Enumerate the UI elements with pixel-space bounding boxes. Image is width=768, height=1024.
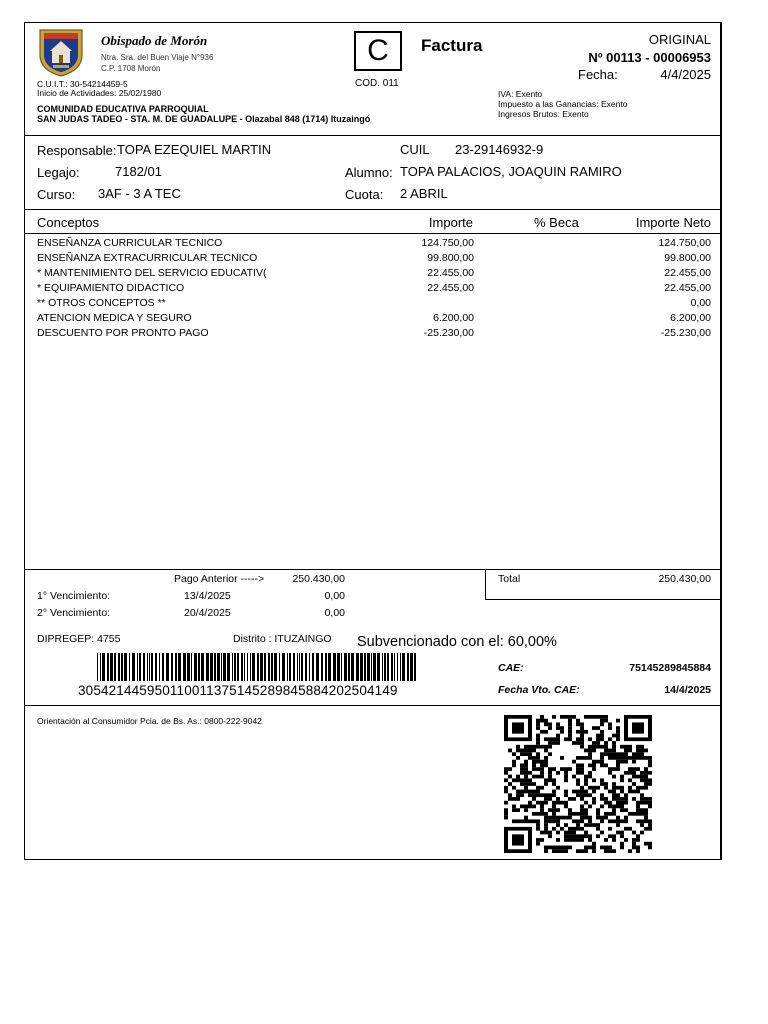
alumno-value: TOPA PALACIOS, JOAQUIN RAMIRO (400, 164, 622, 179)
cae-vto-label: Fecha Vto. CAE: (498, 684, 580, 696)
org-name: Obispado de Morón (101, 33, 208, 48)
legajo-value: 7182/01 (115, 164, 162, 179)
total-box-left (485, 569, 486, 600)
header-divider (24, 135, 722, 136)
row-concepto: ATENCION MEDICA Y SEGURO (37, 312, 192, 324)
footer-divider (24, 705, 722, 706)
ganancias-status: Impuesto a las Ganancias: Exento (498, 99, 628, 109)
alumno-label: Alumno: (345, 165, 393, 180)
total-box-bottom (485, 599, 722, 600)
pago-anterior-value: 250.430,00 (292, 573, 345, 585)
invoice-title: Factura (421, 36, 483, 55)
col-conceptos: Conceptos (37, 215, 100, 230)
responsable-value: TOPA EZEQUIEL MARTIN (117, 142, 272, 157)
barcode-number: 305421445950110011375145289845884202504149 (78, 683, 398, 698)
address-line-1: Ntra. Sra. del Buen Viaje N°936 (101, 53, 214, 62)
fecha-value: 4/4/2025 (660, 67, 711, 82)
row-importe-neto: 6.200,00 (670, 312, 711, 324)
pago-anterior-label: Pago Anterior -----> (174, 573, 265, 585)
row-importe-neto: 22.455,00 (664, 282, 711, 294)
cuota-value: 2 ABRIL (400, 186, 448, 201)
vencimiento-1-date: 13/4/2025 (184, 590, 231, 602)
row-concepto: DESCUENTO POR PRONTO PAGO (37, 327, 209, 339)
school-name: COMUNIDAD EDUCATIVA PARROQUIAL (37, 104, 209, 114)
row-concepto: * EQUIPAMIENTO DIDACTICO (37, 282, 185, 294)
row-importe-neto: 99.800,00 (664, 252, 711, 264)
distrito: Distrito : ITUZAINGO (233, 633, 332, 645)
row-importe: 124.750,00 (421, 237, 474, 249)
cuota-label: Cuota: (345, 187, 384, 202)
consumer-notice: Orientación al Consumidor Pcia. de Bs. As.: 0800-222-9042 (37, 716, 262, 726)
school-address: SAN JUDAS TADEO - STA. M. DE GUADALUPE - Olazabal 848 (1714) Ituzaingó (37, 114, 371, 124)
col-importe-neto: Importe Neto (635, 215, 711, 230)
student-divider (24, 209, 722, 210)
invoice-number: Nº 00113 - 00006953 (588, 50, 711, 65)
row-concepto: ENSEÑANZA CURRICULAR TECNICO (37, 237, 223, 249)
table-bottom-divider (24, 569, 722, 570)
row-importe: -25.230,00 (423, 327, 474, 339)
vencimiento-1-amount: 0,00 (324, 590, 345, 602)
ingresos-brutos-status: Ingresos Brutos: Exento (498, 109, 589, 119)
vencimiento-1-label: 1° Vencimiento: (37, 590, 111, 602)
row-importe: 22.455,00 (427, 267, 474, 279)
vencimiento-2-amount: 0,00 (324, 607, 345, 619)
copy-label: ORIGINAL (648, 32, 711, 47)
cuil-label: CUIL (400, 142, 430, 157)
legajo-label: Legajo: (37, 165, 80, 180)
invoice-code: COD. 011 (355, 78, 399, 89)
barcode (97, 653, 420, 681)
vencimiento-2-date: 20/4/2025 (184, 607, 231, 619)
inicio-actividades: Inicio de Actividades: 25/02/1980 (37, 88, 162, 98)
row-importe-neto: 22.455,00 (664, 267, 711, 279)
row-importe: 99.800,00 (427, 252, 474, 264)
col-importe: Importe (428, 215, 473, 230)
table-header-divider (24, 233, 722, 234)
cae-value: 75145289845884 (629, 662, 711, 674)
col-beca: % Beca (534, 215, 579, 230)
qr-code (504, 715, 652, 853)
curso-value: 3AF - 3 A TEC (98, 186, 181, 201)
row-importe-neto: -25.230,00 (660, 327, 711, 339)
total-label: Total (498, 573, 521, 585)
row-importe-neto: 124.750,00 (658, 237, 711, 249)
cae-label: CAE: (498, 662, 524, 674)
curso-label: Curso: (37, 187, 76, 202)
fecha-label: Fecha: (578, 67, 618, 82)
cuit: C.U.I.T.: 30-54214459-5 (37, 79, 128, 89)
invoice-letter-box: C (354, 31, 402, 71)
subvencion: Subvencionado con el: 60,00% (357, 634, 557, 650)
cae-vto-value: 14/4/2025 (664, 684, 711, 696)
row-importe: 22.455,00 (427, 282, 474, 294)
vencimiento-2-label: 2° Vencimiento: (37, 607, 111, 619)
cuil-value: 23-29146932-9 (455, 142, 544, 157)
row-importe-neto: 0,00 (690, 297, 711, 309)
total-value: 250.430,00 (658, 573, 711, 585)
row-importe: 6.200,00 (433, 312, 474, 324)
row-concepto: * MANTENIMIENTO DEL SERVICIO EDUCATIV( (37, 267, 267, 279)
diocese-logo (36, 27, 86, 77)
address-line-2: C.P. 1708 Morón (101, 64, 161, 73)
iva-status: IVA: Exento (498, 89, 543, 99)
row-concepto: ** OTROS CONCEPTOS ** (37, 297, 166, 309)
dipregep: DIPREGEP: 4755 (37, 633, 121, 645)
responsable-label: Responsable: (37, 143, 117, 158)
row-concepto: ENSEÑANZA EXTRACURRICULAR TECNICO (37, 252, 258, 264)
